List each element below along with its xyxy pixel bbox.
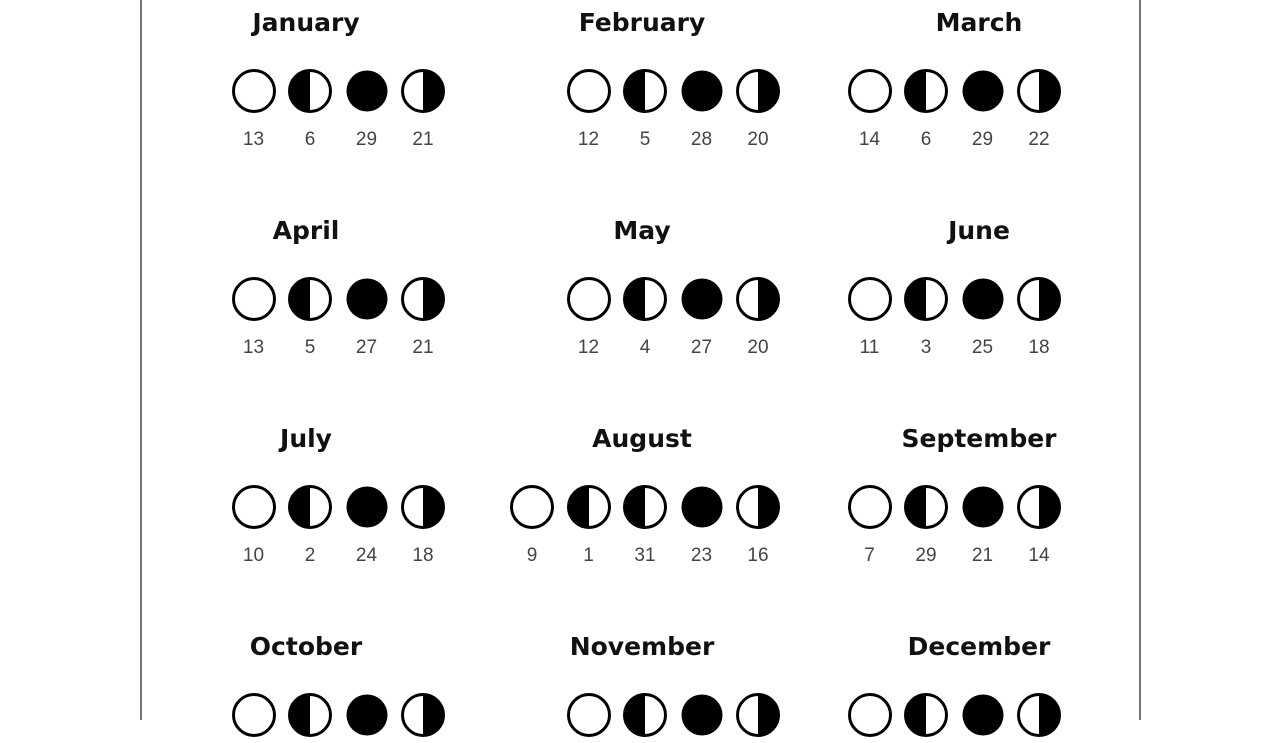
- last-quarter-moon-icon: [1015, 691, 1063, 739]
- new-moon-icon: [678, 483, 726, 531]
- month-name: February: [578, 8, 706, 37]
- phase-day: 9: [526, 545, 538, 566]
- month-name: January: [252, 8, 360, 37]
- new-moon-icon: [343, 483, 391, 531]
- last-quarter-moon-icon: [399, 275, 447, 323]
- last-quarter-moon-icon: [1015, 483, 1063, 531]
- phase-day: 18: [1028, 337, 1050, 358]
- phase-day: 5: [304, 337, 316, 358]
- phase-day: 14: [858, 129, 881, 150]
- new-moon-icon: [343, 67, 391, 115]
- phase-day: 3: [920, 337, 932, 358]
- month-name: July: [280, 424, 332, 453]
- last-quarter-moon-icon: [734, 275, 782, 323]
- phase-day: 28: [690, 129, 713, 150]
- month-name: August: [592, 424, 692, 453]
- first-quarter-moon-icon: [902, 483, 950, 531]
- phase-day: 2: [304, 545, 316, 566]
- full-moon-icon: [846, 691, 894, 739]
- phase-day: 10: [242, 545, 265, 566]
- phase-day: 12: [577, 129, 600, 150]
- phase-day: 12: [577, 337, 600, 358]
- phase-day: 13: [242, 337, 265, 358]
- first-quarter-moon-icon: [286, 691, 334, 739]
- month-name: June: [948, 216, 1010, 245]
- phase-day: 21: [412, 337, 434, 358]
- new-moon-icon: [959, 67, 1007, 115]
- first-quarter-moon-icon: [565, 483, 613, 531]
- phase-day: 27: [355, 337, 378, 358]
- full-moon-icon: [565, 67, 613, 115]
- full-moon-icon: [846, 275, 894, 323]
- phase-day: 29: [355, 129, 378, 150]
- first-quarter-moon-icon: [902, 275, 950, 323]
- full-moon-icon: [846, 67, 894, 115]
- phase-day: 18: [412, 545, 434, 566]
- phase-day: 31: [634, 545, 656, 566]
- full-moon-icon: [230, 691, 278, 739]
- phase-day: 16: [747, 545, 769, 566]
- phase-day: 13: [242, 129, 265, 150]
- first-quarter-moon-icon: [902, 67, 950, 115]
- page-right-edge: [1139, 0, 1141, 720]
- phase-day: 27: [690, 337, 713, 358]
- new-moon-icon: [959, 275, 1007, 323]
- first-quarter-moon-icon: [286, 275, 334, 323]
- first-quarter-moon-icon: [902, 691, 950, 739]
- phase-day: 20: [747, 337, 769, 358]
- full-moon-icon: [565, 275, 613, 323]
- phase-day: 21: [971, 545, 994, 566]
- phase-day: 14: [1028, 545, 1050, 566]
- full-moon-icon: [230, 483, 278, 531]
- month-name: November: [569, 632, 715, 661]
- last-quarter-moon-icon: [399, 67, 447, 115]
- last-quarter-moon-icon: [734, 67, 782, 115]
- month-name: September: [901, 424, 1057, 453]
- first-quarter-moon-icon: [621, 691, 669, 739]
- new-moon-icon: [678, 275, 726, 323]
- last-quarter-moon-icon: [399, 691, 447, 739]
- new-moon-icon: [343, 275, 391, 323]
- full-moon-icon: [565, 691, 613, 739]
- phase-day: 6: [304, 129, 316, 150]
- last-quarter-moon-icon: [399, 483, 447, 531]
- first-quarter-moon-icon: [286, 67, 334, 115]
- new-moon-icon: [959, 691, 1007, 739]
- phase-day: 7: [864, 545, 875, 566]
- phase-day: 24: [355, 545, 378, 566]
- first-quarter-moon-icon: [286, 483, 334, 531]
- phase-day: 22: [1028, 129, 1050, 150]
- full-moon-icon: [230, 67, 278, 115]
- new-moon-icon: [678, 691, 726, 739]
- phase-day: 20: [747, 129, 769, 150]
- phase-day: 5: [639, 129, 651, 150]
- full-moon-icon: [230, 275, 278, 323]
- last-quarter-moon-icon: [1015, 275, 1063, 323]
- phase-day: 21: [412, 129, 434, 150]
- month-name: April: [272, 216, 340, 245]
- page-left-edge: [140, 0, 142, 720]
- first-quarter-moon-icon: [621, 275, 669, 323]
- month-name: October: [249, 632, 363, 661]
- first-quarter-moon-icon: [621, 483, 669, 531]
- full-moon-icon: [508, 483, 556, 531]
- last-quarter-moon-icon: [734, 691, 782, 739]
- last-quarter-moon-icon: [734, 483, 782, 531]
- full-moon-icon: [846, 483, 894, 531]
- phase-day: 1: [583, 545, 594, 566]
- new-moon-icon: [343, 691, 391, 739]
- last-quarter-moon-icon: [1015, 67, 1063, 115]
- new-moon-icon: [959, 483, 1007, 531]
- month-name: March: [935, 8, 1023, 37]
- phase-day: 25: [971, 337, 994, 358]
- phase-day: 4: [639, 337, 651, 358]
- phase-day: 29: [915, 545, 937, 566]
- phase-day: 11: [859, 337, 880, 358]
- phase-day: 29: [971, 129, 994, 150]
- phase-day: 23: [690, 545, 713, 566]
- new-moon-icon: [678, 67, 726, 115]
- month-name: December: [907, 632, 1051, 661]
- month-name: May: [613, 216, 671, 245]
- phase-day: 6: [920, 129, 932, 150]
- first-quarter-moon-icon: [621, 67, 669, 115]
